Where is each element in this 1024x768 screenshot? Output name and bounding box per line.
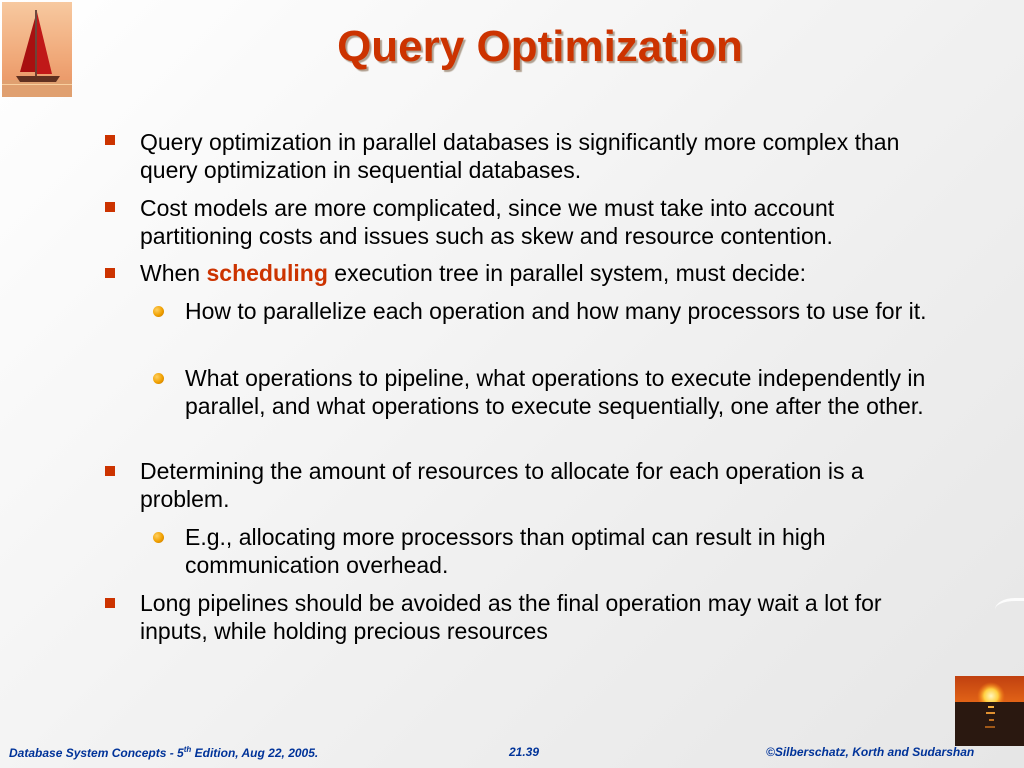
square-bullet-icon [105,466,115,476]
bullet-item: Long pipelines should be avoided as the final operation may wait a lot for inputs, while holding precious resources [140,590,882,644]
square-bullet-icon [105,135,115,145]
bullet-item: Determining the amount of resources to allocate for each operation is a problem. [140,458,864,512]
bullet-item [140,259,940,287]
round-bullet-icon [153,306,164,317]
sub-bullet-item: What operations to pipeline, what operations to execute independently in parallel, and what operations to execute sequentially, one after the other. [185,365,926,419]
bullet-text-after: execution tree in parallel system, must decide: [327,260,807,286]
bullet-item: Cost models are more complicated, since we must take into account partitioning costs and issues such as skew and resource contention. [140,195,835,249]
decorative-swoosh [995,598,1024,621]
footer-page-number: 21.39 [509,745,540,759]
sub-bullet-item: E.g., allocating more processors than optimal can result in high communication overhead. [185,524,826,578]
emphasis-scheduling: scheduling [206,260,328,286]
footer-copyright: ©Silberschatz, Korth and Sudarshan [766,745,975,759]
square-bullet-icon [105,202,115,212]
round-bullet-icon [153,373,164,384]
square-bullet-icon [105,598,115,608]
bullet-text-before: When [140,260,207,286]
sub-bullet-item: How to parallelize each operation and how many processors to use for it. [185,298,927,324]
footer-book-edition: Database System Concepts - 5th Edition, Aug 22, 2005. [9,745,319,760]
sunset-logo-icon [955,676,1024,746]
slide-title: Query Optimization [337,22,743,71]
square-bullet-icon [105,268,115,278]
round-bullet-icon [153,532,164,543]
bullet-item: Query optimization in parallel databases is significantly more complex than query optimization in sequential databases. [140,129,900,183]
